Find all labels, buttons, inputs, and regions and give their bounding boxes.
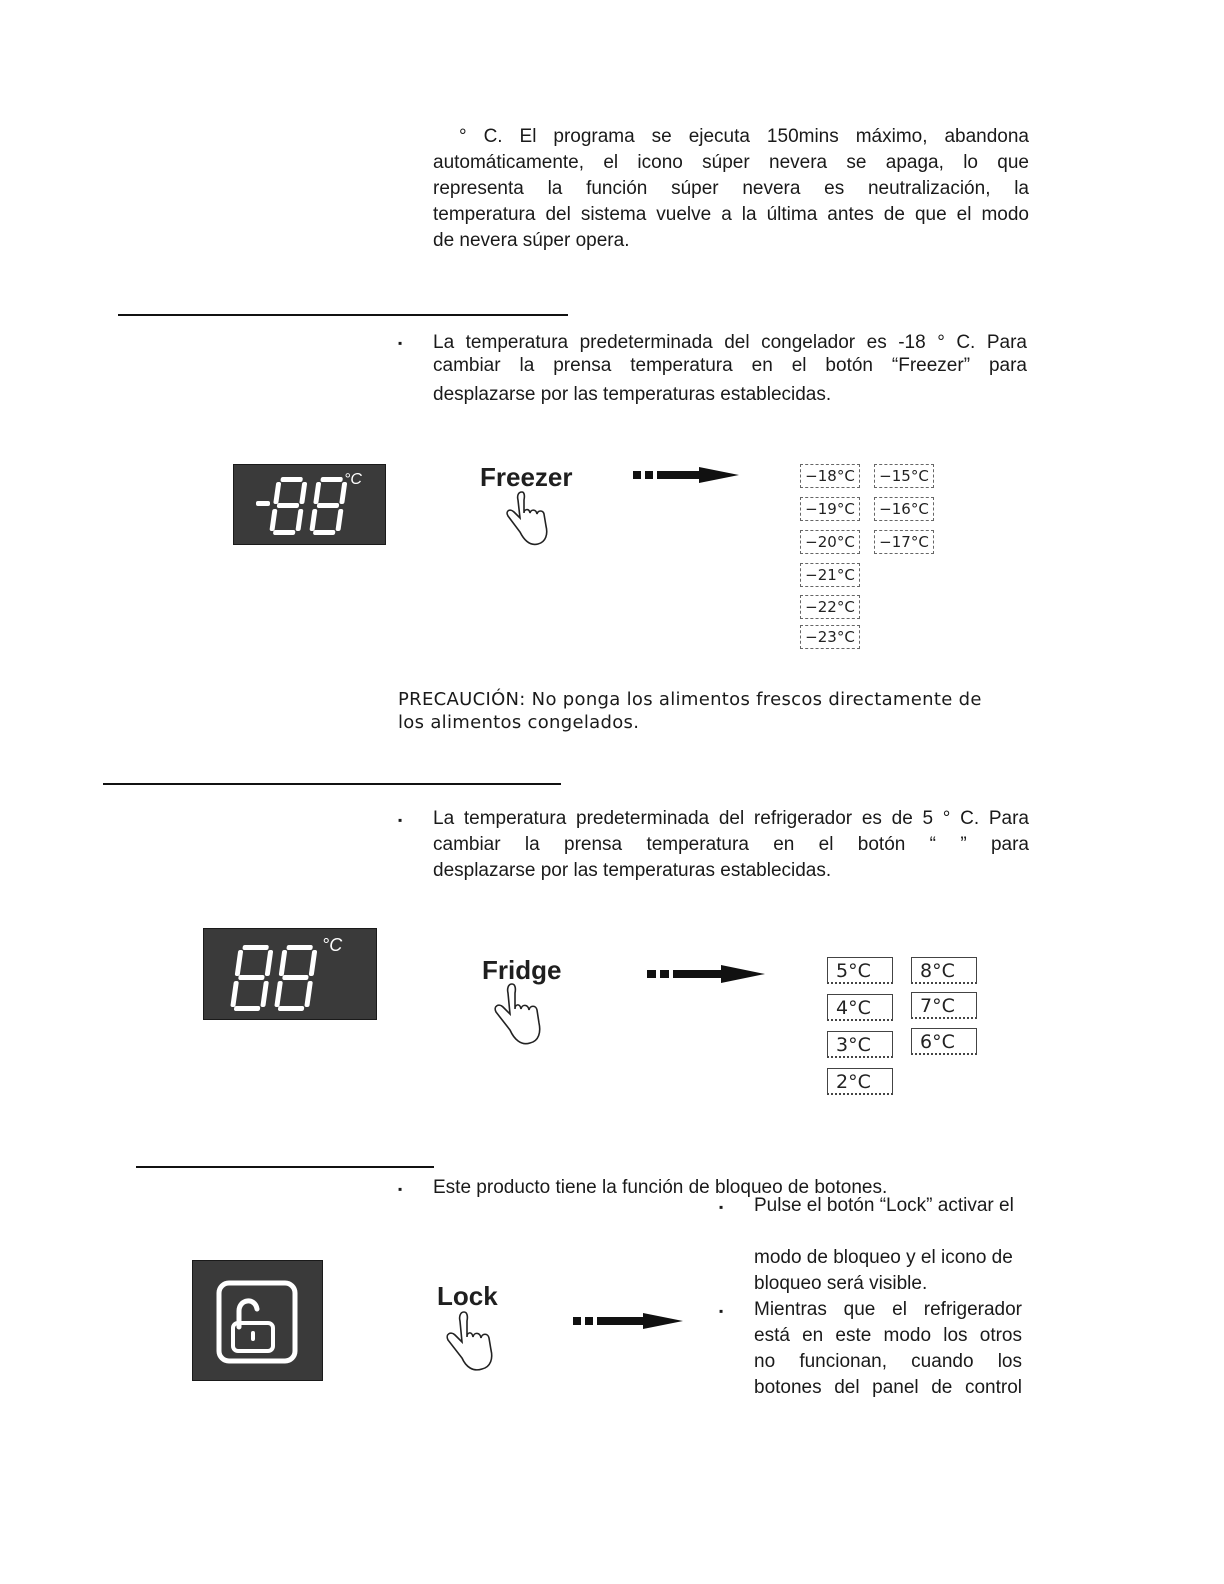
freezer-temp-option: −18°C	[800, 464, 860, 488]
fridge-line: La temperatura predeterminada del refrigerador es de 5 ° C. Para	[433, 808, 1029, 829]
lock-instruction-line: bloqueo será visible.	[754, 1273, 928, 1294]
caution-note	[398, 688, 1018, 734]
lock-arrow-icon	[573, 1313, 687, 1329]
fridge-temp-option: 7°C	[911, 992, 977, 1019]
fridge-temp-option: 8°C	[911, 957, 977, 984]
lock-bullet: ▪	[398, 1182, 403, 1196]
fridge-button-label[interactable]: Fridge	[482, 955, 562, 985]
lock-instruction-line: Pulse el botón “Lock” activar el	[754, 1195, 1014, 1216]
freezer-press-hand-icon	[500, 488, 552, 550]
freezer-display-unit: °C	[344, 471, 362, 488]
section-divider-freezer	[118, 314, 568, 316]
intro-line: de nevera súper opera.	[433, 230, 630, 251]
fridge-arrow-icon	[647, 965, 769, 983]
freezer-description	[433, 330, 1027, 408]
lock-instruction-line: no funcionan, cuando los	[754, 1351, 1022, 1372]
fridge-temp-option: 6°C	[911, 1028, 977, 1055]
intro-line: temperatura del sistema vuelve a la última antes de que el modo	[433, 204, 1029, 225]
freezer-temp-option: −23°C	[800, 625, 860, 649]
freezer-bullet: ▪	[398, 336, 403, 350]
fridge-temp-option: 4°C	[827, 994, 893, 1021]
fridge-temp-option: 2°C	[827, 1068, 893, 1095]
lock-intro: Este producto tiene la función de bloqueo de botones.	[433, 1177, 888, 1198]
section-divider-lock	[136, 1166, 434, 1168]
fridge-segment-digits	[204, 929, 376, 1019]
intro-line: automáticamente, el icono súper nevera se apaga, lo que	[433, 152, 1029, 173]
intro-line: representa la función súper nevera es neutralización, la	[433, 178, 1029, 199]
fridge-display	[203, 928, 377, 1020]
freezer-display	[233, 464, 386, 545]
lock-instruction-line: botones del panel de control	[754, 1377, 1022, 1398]
fridge-line: desplazarse por las temperaturas establecidas.	[433, 860, 832, 881]
lock-instruction-2	[754, 1297, 1022, 1401]
lock-instruction-line: modo de bloqueo y el icono de	[754, 1247, 1013, 1268]
lock-instruction-line: Mientras que el refrigerador	[754, 1299, 1022, 1320]
lock-sub-bullet-2: ▪	[719, 1304, 724, 1318]
freezer-temp-option: −20°C	[800, 530, 860, 554]
caution-line: PRECAUCIÓN: No ponga los alimentos frescos directamente de	[398, 689, 982, 710]
fridge-display-unit: °C	[322, 935, 343, 955]
freezer-line: desplazarse por las temperaturas establecidas.	[433, 384, 832, 405]
fridge-temp-option: 5°C	[827, 957, 893, 984]
lock-instruction-1	[754, 1193, 1034, 1297]
fridge-bullet: ▪	[398, 813, 403, 827]
freezer-temp-option: −16°C	[874, 497, 934, 521]
lock-instruction-line: está en este modo los otros	[754, 1325, 1022, 1346]
freezer-temp-option: −22°C	[800, 595, 860, 619]
section-divider-fridge	[103, 783, 561, 785]
freezer-arrow-icon	[633, 467, 743, 483]
freezer-segment-digits	[234, 465, 385, 544]
fridge-description	[433, 806, 1029, 884]
lock-display	[192, 1260, 323, 1381]
fridge-line: cambiar la prensa temperatura en el botón “ ” para	[433, 834, 1029, 855]
freezer-temp-option: −19°C	[800, 497, 860, 521]
lock-press-hand-icon	[440, 1308, 498, 1376]
caution-line: los alimentos congelados.	[398, 712, 640, 733]
unlock-icon	[193, 1261, 322, 1380]
freezer-temp-option: −21°C	[800, 563, 860, 587]
freezer-line: La temperatura predeterminada del congelador es -18 ° C. Para	[433, 332, 1027, 353]
fridge-press-hand-icon	[488, 980, 546, 1050]
intro-line: ° C. El programa se ejecuta 150mins máximo, abandona	[459, 126, 1029, 147]
freezer-temp-option: −17°C	[874, 530, 934, 554]
lock-button-label[interactable]: Lock	[437, 1281, 498, 1311]
fridge-temp-option: 3°C	[827, 1031, 893, 1058]
intro-paragraph	[433, 124, 1029, 254]
lock-sub-bullet-1: ▪	[719, 1200, 724, 1214]
freezer-temp-option: −15°C	[874, 464, 934, 488]
freezer-line: cambiar la prensa temperatura en el botón “Freezer” para	[433, 355, 1027, 376]
freezer-button-label[interactable]: Freezer	[480, 462, 573, 492]
